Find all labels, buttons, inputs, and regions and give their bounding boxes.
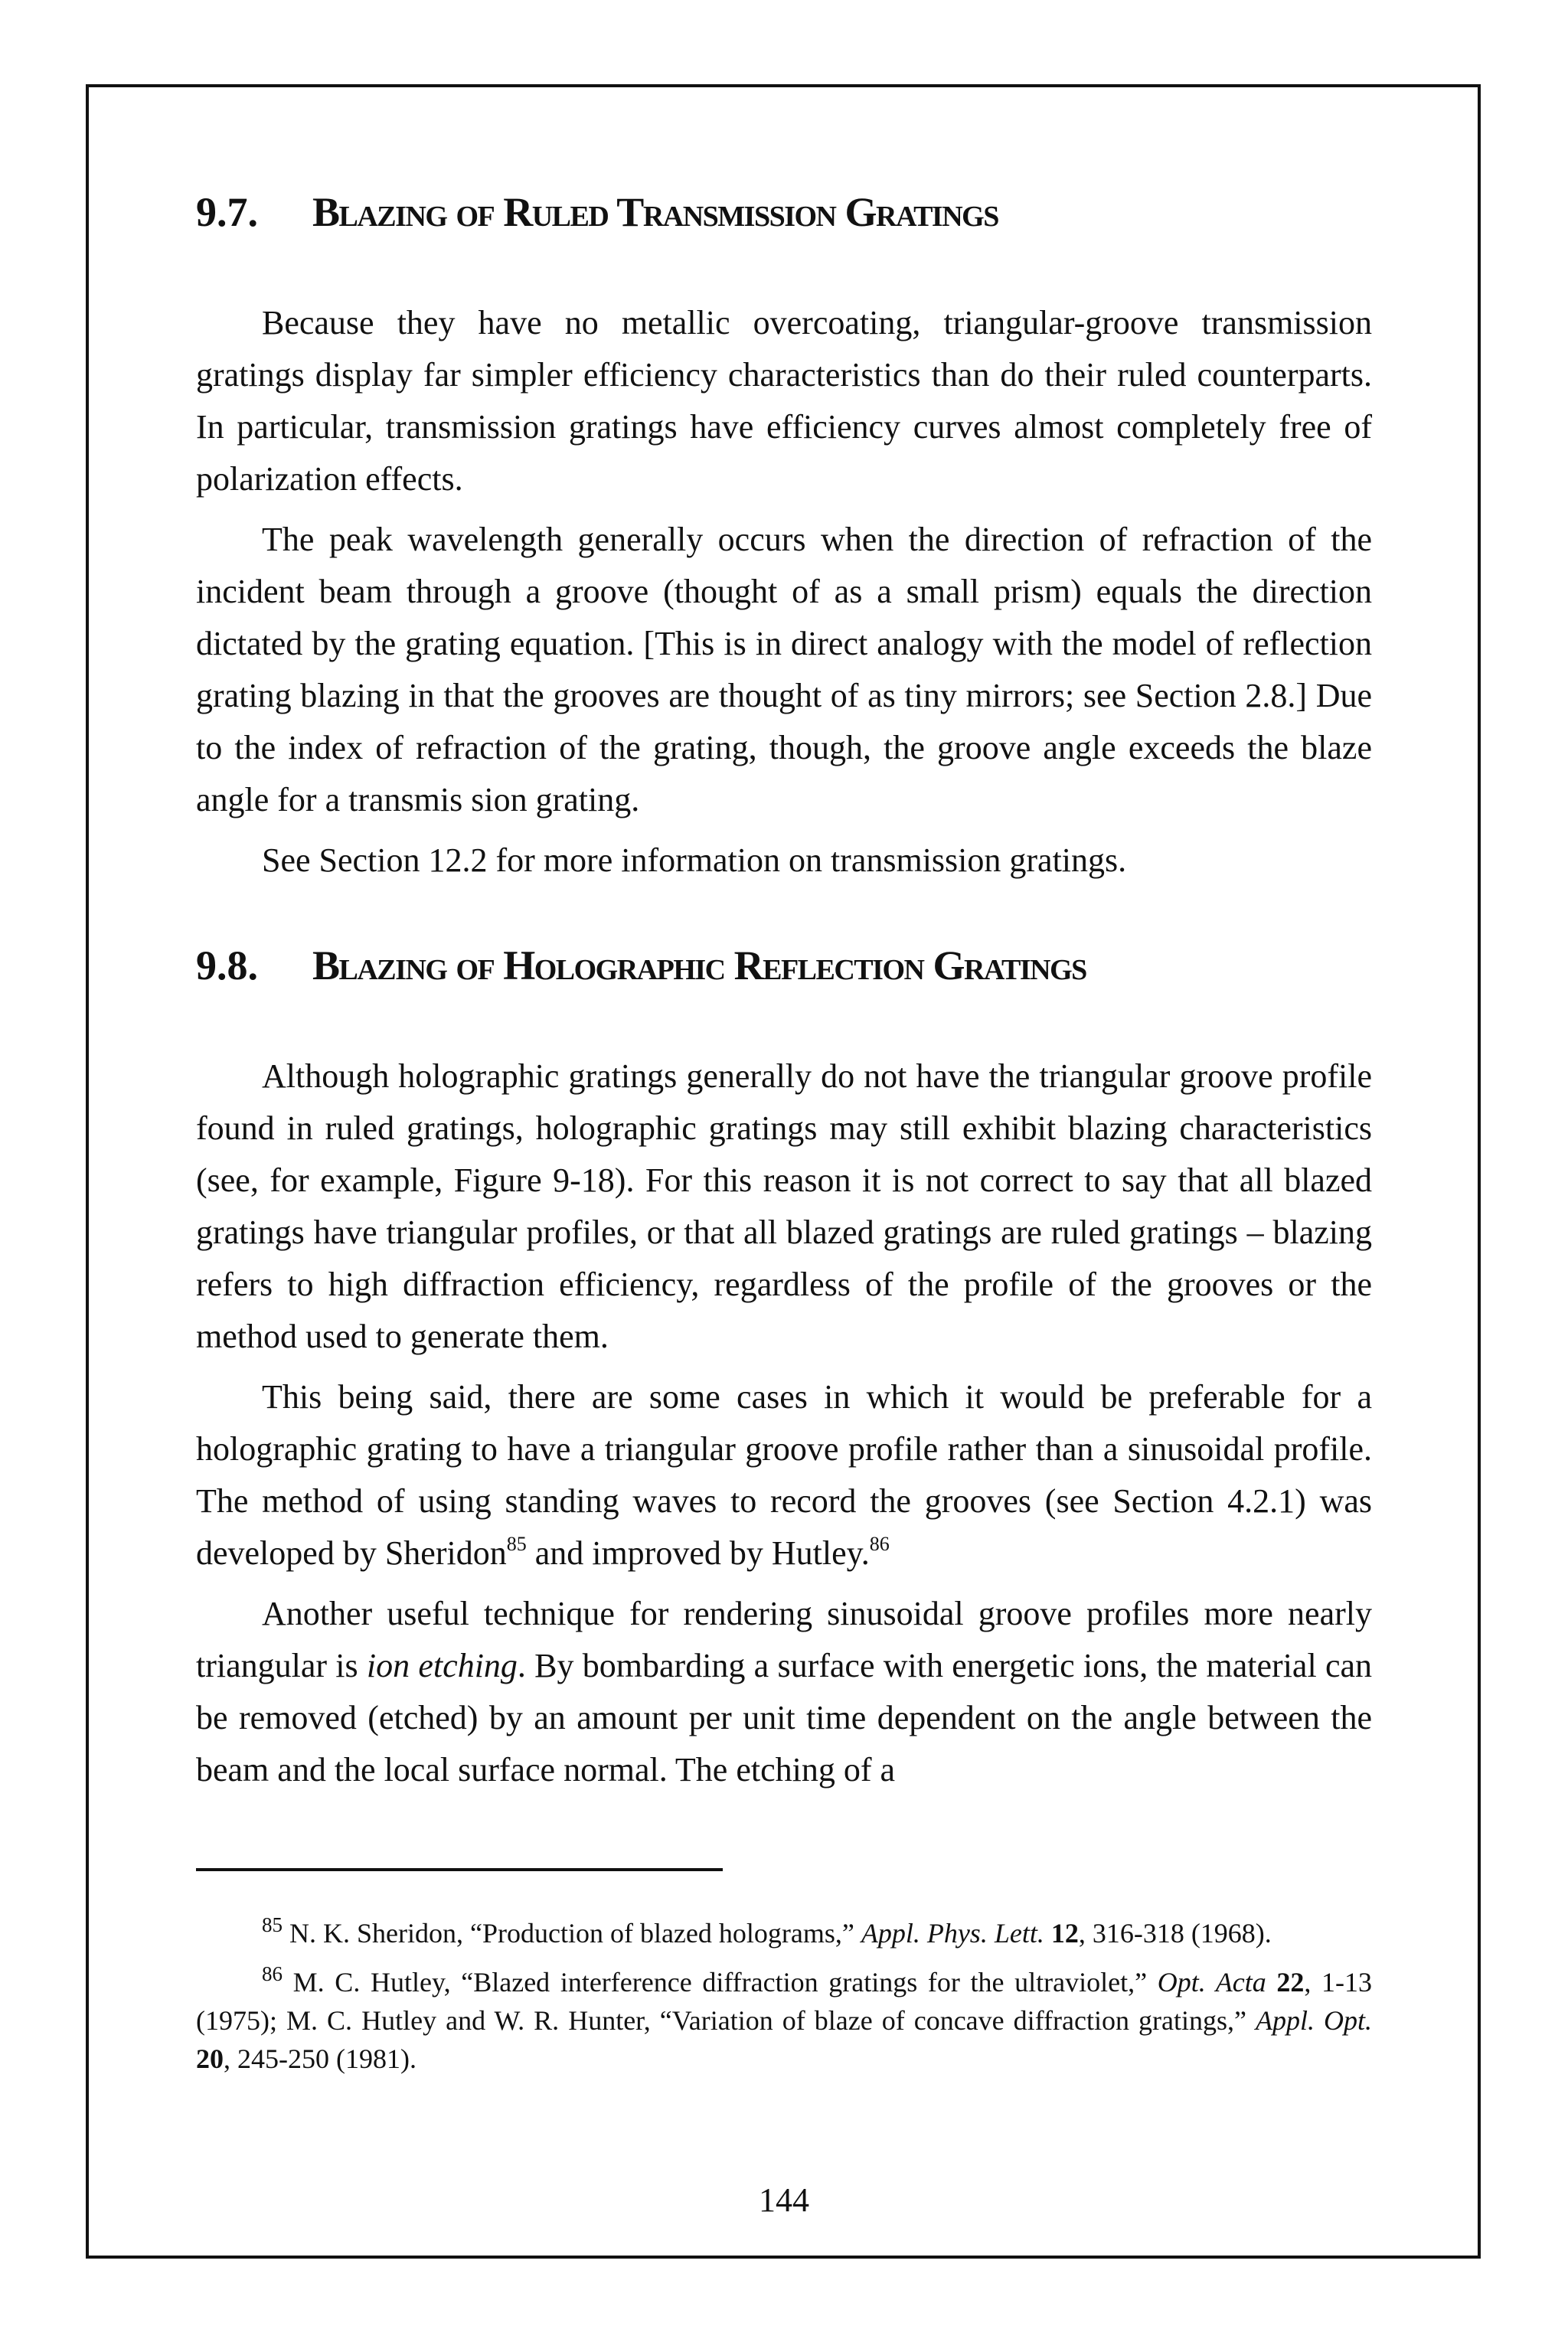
section-title: Blazing of Ruled Transmission Gratings: [312, 189, 998, 235]
footnote-86: [196, 1963, 1372, 2078]
paragraph: The peak wavelength generally occurs when the direction of refraction of the incident beam through a groove (thought of as a small prism) equals the direction dictated by the grating equation. [This is in direct analogy with the model of reflection grating blazing in that the grooves are thought of as tiny mirrors; see Section 2.8.] Due to the index of refraction of the grating, though, the groove angle exceeds the blaze angle for a transmis sion grating.: [196, 521, 1372, 818]
footnote-85: [196, 1914, 1372, 1952]
paragraph: Although holographic gratings generally do not have the triangular groove profile found in ruled gratings, holographic gratings may still exhibit blazing characteristics (see, for example, Figure 9-18). For this reason it is not correct to say that all blazed gratings have triangular profiles, or that all blazed gratings are ruled gratings – blazing refers to high diffraction efficiency, regardless of the profile of the grooves or the method used to generate them.: [196, 1057, 1372, 1355]
page-content: [196, 191, 1372, 2078]
journal-name: Opt. Acta: [1157, 1967, 1266, 1998]
footnote-mark: 86: [262, 1962, 283, 1985]
paragraph: [196, 1588, 1372, 1796]
journal-volume: 22: [1276, 1967, 1305, 1998]
paragraph-text: . By bombarding a surface with energetic ions, the material can be removed (etched) by an amount per unit time dependent on the angle between the beam and the local surface normal. The etching of a: [196, 1647, 1373, 1788]
emphasis-term: ion etching: [366, 1647, 518, 1684]
paragraph: [196, 1371, 1372, 1579]
paragraph-text: Another useful technique for rendering sinusoidal groove profiles more nearly triangular is: [196, 1595, 1372, 1684]
footnote-text: , 316-318 (1968).: [1078, 1918, 1272, 1949]
footnote-separator: [196, 1868, 723, 1871]
footnote-text: N. K. Sheridon, “Production of blazed holograms,”: [283, 1918, 861, 1949]
footnote-ref: 86: [869, 1533, 890, 1555]
footnote-mark: 85: [262, 1913, 283, 1936]
footnotes: [196, 1914, 1372, 2078]
footnote-space: [1044, 1918, 1051, 1949]
journal-volume: 12: [1050, 1918, 1079, 1949]
footnote-ref: 85: [506, 1533, 527, 1555]
section-body-9-7: [196, 297, 1372, 887]
paragraph-text: This being said, there are some cases in which it would be preferable for a holographic grating to have a triangular groove profile rather than a sinusoidal profile. The method of using standing waves to record the grooves (see Section 4.2.1) was developed by Sheridon: [196, 1378, 1372, 1572]
page-number: 144: [759, 2181, 809, 2219]
section-title: Blazing of Holographic Reflection Gratings: [312, 942, 1086, 988]
footnote-text: , 245-250 (1981).: [224, 2043, 416, 2074]
footnote-text: , 1-13 (1975); M. C. Hutley and W. R. Hunter, “Variation of blaze of concave diffraction gratings,”: [196, 1967, 1372, 2036]
paragraph: Because they have no metallic overcoating, triangular-groove transmission gratings display far simpler efficiency characteristics than do their ruled counterparts. In particular, transmission gratings have efficiency curves almost completely free of polarization effects.: [196, 304, 1372, 498]
section-body-9-8: [196, 1050, 1372, 1796]
section-number: 9.7.: [196, 189, 258, 235]
section-number: 9.8.: [196, 942, 258, 988]
section-heading-9-8: [196, 942, 1372, 988]
section-heading-9-7: [196, 191, 1372, 233]
footnote-space: [1266, 1967, 1277, 1998]
footnote-text: M. C. Hutley, “Blazed interference diffraction gratings for the ultraviolet,”: [283, 1967, 1158, 1998]
journal-name: Appl. Phys. Lett.: [861, 1918, 1044, 1949]
paragraph: See Section 12.2 for more information on transmission gratings.: [262, 841, 1127, 879]
journal-volume: 20: [196, 2043, 224, 2074]
journal-name: Appl. Opt.: [1255, 2005, 1372, 2036]
paragraph-text: and improved by Hutley.: [526, 1534, 870, 1572]
